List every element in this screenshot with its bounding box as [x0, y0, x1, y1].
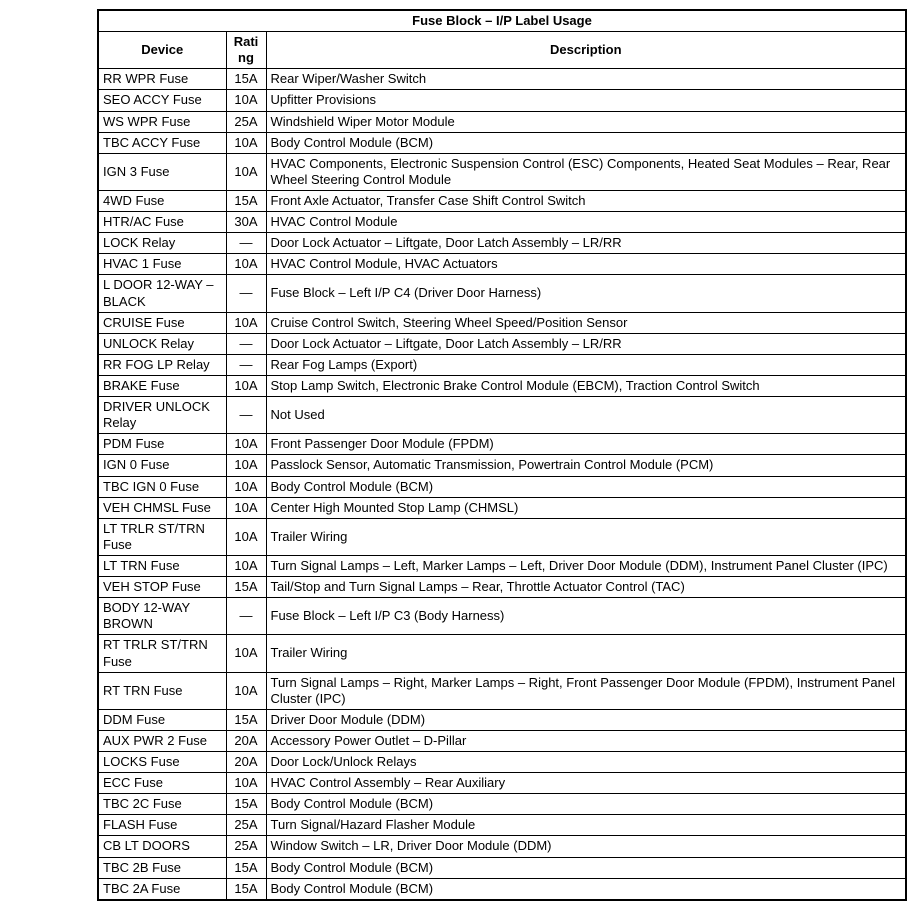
- rating-cell: —: [226, 598, 266, 635]
- device-cell: LOCK Relay: [98, 233, 226, 254]
- device-cell: HVAC 1 Fuse: [98, 254, 226, 275]
- rating-cell: 10A: [226, 90, 266, 111]
- rating-cell: 25A: [226, 836, 266, 857]
- table-row: [98, 635, 906, 672]
- device-cell: TBC IGN 0 Fuse: [98, 476, 226, 497]
- description-cell: Body Control Module (BCM): [266, 857, 906, 878]
- device-cell: RR WPR Fuse: [98, 69, 226, 90]
- table-row: [98, 752, 906, 773]
- rating-cell: 15A: [226, 857, 266, 878]
- device-cell: VEH CHMSL Fuse: [98, 497, 226, 518]
- description-cell: Passlock Sensor, Automatic Transmission, Powertrain Control Module (PCM): [266, 455, 906, 476]
- device-cell: PDM Fuse: [98, 434, 226, 455]
- rating-cell: 15A: [226, 190, 266, 211]
- rating-cell: 20A: [226, 730, 266, 751]
- rating-cell: —: [226, 333, 266, 354]
- table-row: [98, 397, 906, 434]
- description-cell: Tail/Stop and Turn Signal Lamps – Rear, Throttle Actuator Control (TAC): [266, 577, 906, 598]
- rating-cell: 10A: [226, 312, 266, 333]
- fuse-block-table: [97, 9, 907, 901]
- device-cell: RT TRLR ST/TRN Fuse: [98, 635, 226, 672]
- description-cell: HVAC Control Module, HVAC Actuators: [266, 254, 906, 275]
- device-cell: UNLOCK Relay: [98, 333, 226, 354]
- device-cell: FLASH Fuse: [98, 815, 226, 836]
- table-row: [98, 773, 906, 794]
- device-cell: BODY 12-WAY BROWN: [98, 598, 226, 635]
- table-row: [98, 233, 906, 254]
- description-cell: Trailer Wiring: [266, 518, 906, 555]
- device-cell: RT TRN Fuse: [98, 672, 226, 709]
- device-cell: CRUISE Fuse: [98, 312, 226, 333]
- rating-cell: 10A: [226, 254, 266, 275]
- rating-cell: 10A: [226, 153, 266, 190]
- description-cell: Cruise Control Switch, Steering Wheel Speed/Position Sensor: [266, 312, 906, 333]
- rating-cell: —: [226, 354, 266, 375]
- device-cell: LOCKS Fuse: [98, 752, 226, 773]
- description-cell: Body Control Module (BCM): [266, 476, 906, 497]
- table-row: [98, 275, 906, 312]
- description-cell: Rear Wiper/Washer Switch: [266, 69, 906, 90]
- rating-cell: —: [226, 397, 266, 434]
- description-cell: Rear Fog Lamps (Export): [266, 354, 906, 375]
- description-cell: Trailer Wiring: [266, 635, 906, 672]
- description-cell: Front Passenger Door Module (FPDM): [266, 434, 906, 455]
- rating-cell: 10A: [226, 497, 266, 518]
- description-cell: Turn Signal Lamps – Left, Marker Lamps – Left, Driver Door Module (DDM), Instrument Panel Cluster (IPC): [266, 555, 906, 576]
- device-cell: WS WPR Fuse: [98, 111, 226, 132]
- title-row: [98, 10, 906, 32]
- table-row: [98, 153, 906, 190]
- description-cell: Windshield Wiper Motor Module: [266, 111, 906, 132]
- table-row: [98, 497, 906, 518]
- rating-cell: 10A: [226, 476, 266, 497]
- table-row: [98, 455, 906, 476]
- description-cell: Turn Signal Lamps – Right, Marker Lamps – Right, Front Passenger Door Module (FPDM), Instrument Panel Cluster (IPC): [266, 672, 906, 709]
- device-cell: TBC 2B Fuse: [98, 857, 226, 878]
- rating-cell: —: [226, 275, 266, 312]
- table-row: [98, 212, 906, 233]
- device-cell: CB LT DOORS: [98, 836, 226, 857]
- table-row: [98, 794, 906, 815]
- table-row: [98, 354, 906, 375]
- table-row: [98, 90, 906, 111]
- description-cell: HVAC Components, Electronic Suspension Control (ESC) Components, Heated Seat Modules – Rear, Rear Wheel Steering Control Module: [266, 153, 906, 190]
- device-cell: IGN 0 Fuse: [98, 455, 226, 476]
- column-header-device: Device: [98, 32, 226, 69]
- rating-cell: 10A: [226, 375, 266, 396]
- description-cell: Accessory Power Outlet – D-Pillar: [266, 730, 906, 751]
- description-cell: Center High Mounted Stop Lamp (CHMSL): [266, 497, 906, 518]
- description-cell: Fuse Block – Left I/P C3 (Body Harness): [266, 598, 906, 635]
- description-cell: Door Lock Actuator – Liftgate, Door Latch Assembly – LR/RR: [266, 333, 906, 354]
- device-cell: DRIVER UNLOCK Relay: [98, 397, 226, 434]
- device-cell: 4WD Fuse: [98, 190, 226, 211]
- device-cell: LT TRLR ST/TRN Fuse: [98, 518, 226, 555]
- rating-cell: 25A: [226, 815, 266, 836]
- rating-cell: 10A: [226, 434, 266, 455]
- rating-cell: 30A: [226, 212, 266, 233]
- rating-cell: —: [226, 233, 266, 254]
- rating-cell: 10A: [226, 672, 266, 709]
- description-cell: Window Switch – LR, Driver Door Module (DDM): [266, 836, 906, 857]
- rating-cell: 15A: [226, 794, 266, 815]
- description-cell: Body Control Module (BCM): [266, 794, 906, 815]
- device-cell: TBC ACCY Fuse: [98, 132, 226, 153]
- column-header-row: [98, 32, 906, 69]
- rating-cell: 20A: [226, 752, 266, 773]
- rating-cell: 10A: [226, 132, 266, 153]
- table-row: [98, 836, 906, 857]
- table-row: [98, 190, 906, 211]
- device-cell: VEH STOP Fuse: [98, 577, 226, 598]
- table-row: [98, 111, 906, 132]
- rating-cell: 10A: [226, 555, 266, 576]
- table-row: [98, 69, 906, 90]
- table-row: [98, 857, 906, 878]
- device-cell: L DOOR 12-WAY – BLACK: [98, 275, 226, 312]
- description-cell: HVAC Control Assembly – Rear Auxiliary: [266, 773, 906, 794]
- device-cell: TBC 2C Fuse: [98, 794, 226, 815]
- table-row: [98, 333, 906, 354]
- description-cell: Turn Signal/Hazard Flasher Module: [266, 815, 906, 836]
- rating-cell: 15A: [226, 709, 266, 730]
- description-cell: Not Used: [266, 397, 906, 434]
- rating-cell: 15A: [226, 69, 266, 90]
- description-cell: HVAC Control Module: [266, 212, 906, 233]
- description-cell: Upfitter Provisions: [266, 90, 906, 111]
- column-header-rating: Rating: [226, 32, 266, 69]
- device-cell: TBC 2A Fuse: [98, 878, 226, 900]
- table-row: [98, 518, 906, 555]
- description-cell: Door Lock Actuator – Liftgate, Door Latch Assembly – LR/RR: [266, 233, 906, 254]
- table-row: [98, 730, 906, 751]
- device-cell: AUX PWR 2 Fuse: [98, 730, 226, 751]
- column-header-description: Description: [266, 32, 906, 69]
- device-cell: HTR/AC Fuse: [98, 212, 226, 233]
- table-row: [98, 709, 906, 730]
- table-row: [98, 132, 906, 153]
- description-cell: Body Control Module (BCM): [266, 878, 906, 900]
- device-cell: SEO ACCY Fuse: [98, 90, 226, 111]
- device-cell: ECC Fuse: [98, 773, 226, 794]
- rating-cell: 10A: [226, 635, 266, 672]
- table-row: [98, 434, 906, 455]
- rating-cell: 10A: [226, 455, 266, 476]
- device-cell: RR FOG LP Relay: [98, 354, 226, 375]
- device-cell: LT TRN Fuse: [98, 555, 226, 576]
- rating-cell: 15A: [226, 577, 266, 598]
- table-row: [98, 878, 906, 900]
- table-row: [98, 555, 906, 576]
- table-row: [98, 672, 906, 709]
- device-cell: IGN 3 Fuse: [98, 153, 226, 190]
- device-cell: BRAKE Fuse: [98, 375, 226, 396]
- description-cell: Body Control Module (BCM): [266, 132, 906, 153]
- table-row: [98, 598, 906, 635]
- description-cell: Fuse Block – Left I/P C4 (Driver Door Harness): [266, 275, 906, 312]
- fuse-table-body: [98, 69, 906, 900]
- table-title: Fuse Block – I/P Label Usage: [98, 10, 906, 32]
- description-cell: Door Lock/Unlock Relays: [266, 752, 906, 773]
- description-cell: Driver Door Module (DDM): [266, 709, 906, 730]
- rating-cell: 25A: [226, 111, 266, 132]
- description-cell: Front Axle Actuator, Transfer Case Shift Control Switch: [266, 190, 906, 211]
- description-cell: Stop Lamp Switch, Electronic Brake Control Module (EBCM), Traction Control Switch: [266, 375, 906, 396]
- table-head: [98, 10, 906, 69]
- rating-cell: 10A: [226, 773, 266, 794]
- table-row: [98, 577, 906, 598]
- table-row: [98, 815, 906, 836]
- table-row: [98, 476, 906, 497]
- rating-cell: 15A: [226, 878, 266, 900]
- table-row: [98, 312, 906, 333]
- rating-cell: 10A: [226, 518, 266, 555]
- table-row: [98, 254, 906, 275]
- table-row: [98, 375, 906, 396]
- device-cell: DDM Fuse: [98, 709, 226, 730]
